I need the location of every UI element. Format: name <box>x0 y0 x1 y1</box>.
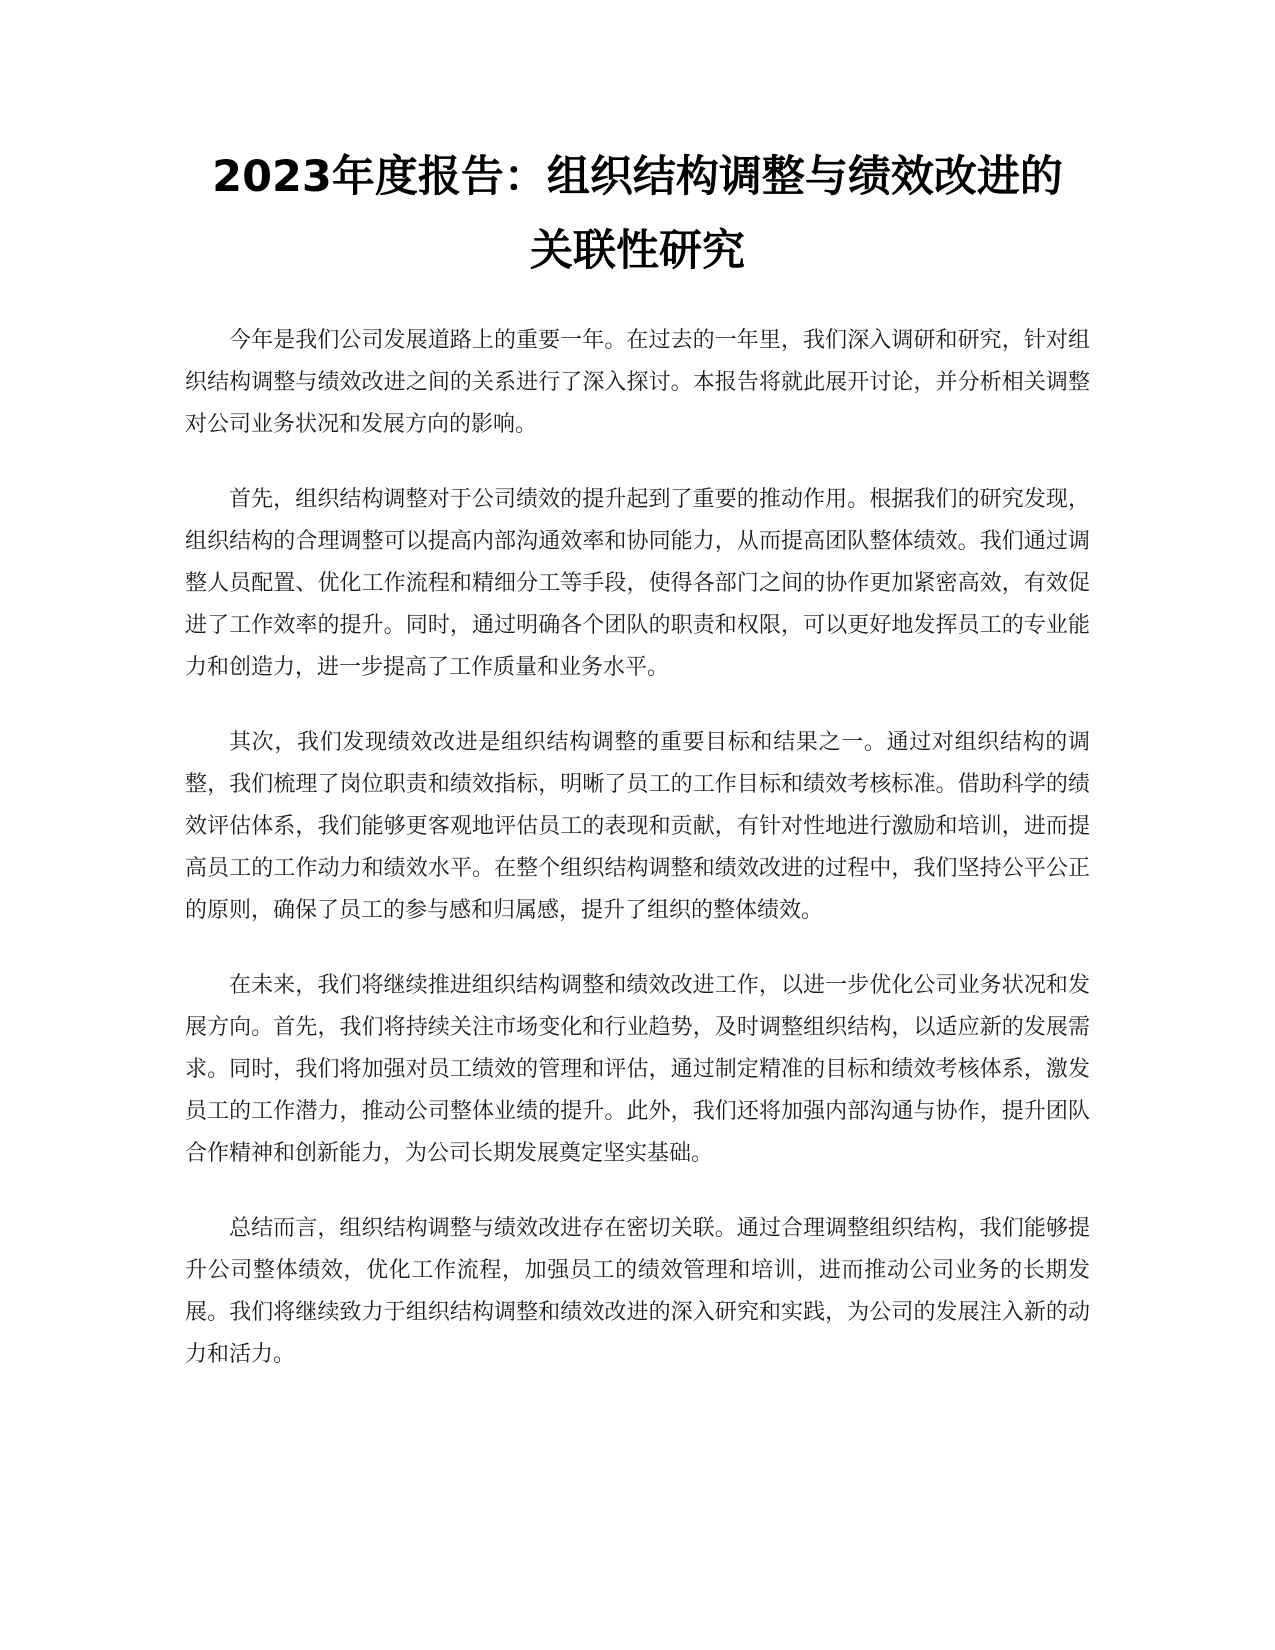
title-line-1: 2023年度报告：组织结构调整与绩效改进的 <box>212 152 1063 202</box>
document-title <box>150 140 1125 288</box>
paragraph-intro: 今年是我们公司发展道路上的重要一年。在过去的一年里，我们深入调研和研究，针对组织结构调整与绩效改进之间的关系进行了深入探讨。本报告将就此展开讨论，并分析相关调整对公司业务状况和发展方向的影响。 <box>185 328 1090 437</box>
paragraph-second-point: 其次，我们发现绩效改进是组织结构调整的重要目标和结果之一。通过对组织结构的调整，我们梳理了岗位职责和绩效指标，明晰了员工的工作目标和绩效考核标准。借助科学的绩效评估体系，我们能够更客观地评估员工的表现和贡献，有针对性地进行激励和培训，进而提高员工的工作动力和绩效水平。在整个组织结构调整和绩效改进的过程中，我们坚持公平公正的原则，确保了员工的参与感和归属感，提升了组织的整体绩效。 <box>185 730 1090 923</box>
title-line-2: 关联性研究 <box>530 226 745 276</box>
paragraph-conclusion: 总结而言，组织结构调整与绩效改进存在密切关联。通过合理调整组织结构，我们能够提升公司整体绩效，优化工作流程，加强员工的绩效管理和培训，进而推动公司业务的长期发展。我们将继续致力于组织结构调整和绩效改进的深入研究和实践，为公司的发展注入新的动力和活力。 <box>185 1216 1090 1367</box>
paragraph-future: 在未来，我们将继续推进组织结构调整和绩效改进工作，以进一步优化公司业务状况和发展方向。首先，我们将持续关注市场变化和行业趋势，及时调整组织结构，以适应新的发展需求。同时，我们将加强对员工绩效的管理和评估，通过制定精准的目标和绩效考核体系，激发员工的工作潜力，推动公司整体业绩的提升。此外，我们还将加强内部沟通与协作，提升团队合作精神和创新能力，为公司长期发展奠定坚实基础。 <box>185 973 1090 1166</box>
paragraph-first-point: 首先，组织结构调整对于公司绩效的提升起到了重要的推动作用。根据我们的研究发现，组织结构的合理调整可以提高内部沟通效率和协同能力，从而提高团队整体绩效。我们通过调整人员配置、优化工作流程和精细分工等手段，使得各部门之间的协作更加紧密高效，有效促进了工作效率的提升。同时，通过明确各个团队的职责和权限，可以更好地发挥员工的专业能力和创造力，进一步提高了工作质量和业务水平。 <box>185 487 1090 680</box>
document-body <box>185 320 1090 1409</box>
